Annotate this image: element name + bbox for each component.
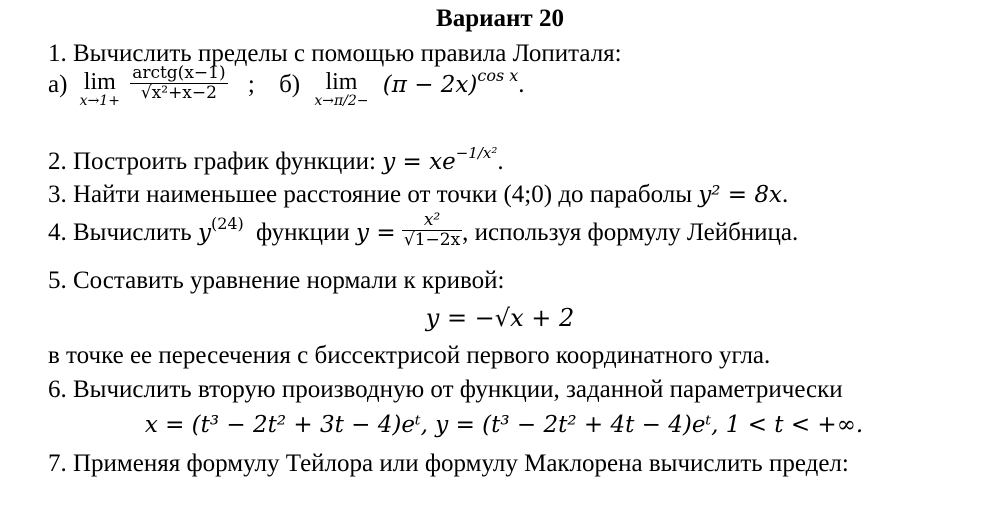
task-2-end: . — [497, 148, 504, 175]
task-3-formula: y² = 8x — [698, 182, 782, 208]
limit-a-fraction — [130, 62, 227, 103]
task-4-order: (24) — [210, 214, 244, 233]
task-3 — [48, 180, 788, 210]
task-4-denominator: √1−2x — [403, 229, 461, 250]
label-b: б) — [279, 71, 301, 98]
separator: ; — [247, 71, 255, 98]
limit-b-power: cos x — [477, 66, 519, 85]
limit-a-denominator: √x²+x−2 — [140, 82, 217, 103]
limit-a — [80, 70, 120, 108]
task-1-limits — [48, 62, 525, 126]
task-4-text-b: функции — [256, 219, 350, 246]
limit-b-subscript: x→π/2− — [314, 93, 369, 109]
task-4-y: y — [197, 220, 211, 246]
task-2-exponent: −1/x² — [455, 144, 498, 162]
task-4-lhs: y = — [356, 220, 396, 246]
task-4-text-c: , используя формулу Лейбница. — [462, 219, 799, 246]
variant-title: Вариант 20 — [436, 5, 564, 32]
task-2 — [48, 144, 504, 177]
task-2-text: 2. Построить график функции: — [48, 148, 376, 175]
task-5-continuation: в точке ее пересечения с биссектрисой первого координатного угла. — [48, 342, 771, 369]
task-2-formula: y = xe — [382, 149, 456, 175]
task-4-numerator: x² — [402, 212, 462, 231]
limit-b-end: . — [518, 71, 525, 98]
task-3-end: . — [782, 181, 789, 208]
limit-b — [314, 70, 368, 108]
task-7-heading: 7. Применяя формулу Тейлора или формулу Маклорена вычислить предел: — [48, 450, 849, 477]
label-a: а) — [48, 71, 68, 98]
task-1-heading: 1. Вычислить пределы с помощью правила Лопиталя: — [48, 40, 622, 67]
task-5-heading: 5. Составить уравнение нормали к кривой: — [48, 267, 505, 294]
task-4 — [48, 209, 799, 266]
task-6-heading: 6. Вычислить вторую производную от функции, заданной параметрически — [48, 376, 843, 403]
task-5-formula: y = −√x + 2 — [425, 304, 575, 332]
task-3-text: 3. Найти наименьшее расстояние от точки (4;0) до параболы — [48, 181, 693, 208]
limit-a-numerator: arctg(x−1) — [132, 62, 226, 83]
lim-word-a: lim — [83, 69, 116, 95]
task-4-text-a: 4. Вычислить — [48, 219, 192, 246]
task-4-fraction — [402, 209, 462, 250]
limit-b-expression: (π − 2x) — [382, 72, 478, 98]
task-6-formula: x = (t³ − 2t² + 3t − 4)eᵗ, y = (t³ − 2t² + 4t − 4)eᵗ, 1 < t < +∞. — [144, 412, 864, 438]
limit-a-subscript: x→1+ — [79, 93, 120, 109]
lim-word-b: lim — [325, 69, 358, 95]
